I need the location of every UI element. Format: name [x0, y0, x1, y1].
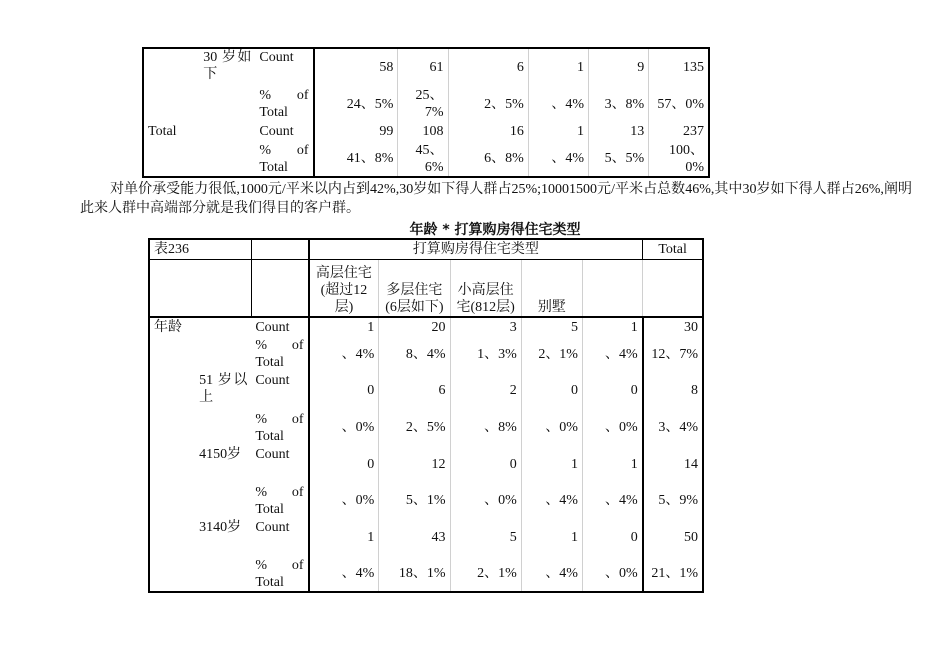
row-group-label	[143, 141, 199, 177]
cell-value: 2、1%	[521, 336, 582, 372]
cell-value: 1	[582, 317, 642, 336]
table-row	[149, 336, 703, 372]
cell-value: 6	[379, 372, 450, 409]
row-subgroup-label: 3140岁	[199, 520, 242, 535]
cell-value: 、0%	[309, 482, 379, 519]
cell-value: 5、1%	[379, 482, 450, 519]
cell-value: 2、5%	[448, 86, 528, 122]
table-row	[149, 482, 703, 519]
cell-value: 2、1%	[450, 556, 521, 592]
cell-value: 1	[528, 48, 588, 86]
cell-value: 18、1%	[379, 556, 450, 592]
cell-value: 6、8%	[448, 141, 528, 177]
cell-value: 41、8%	[314, 141, 398, 177]
row-group-label	[143, 86, 199, 122]
cell-value: 1	[521, 446, 582, 482]
stat-label: % of Total	[255, 338, 304, 370]
row-subgroup-label	[199, 122, 255, 141]
cell-total: 237	[649, 122, 709, 141]
cell-total: 21、1%	[643, 556, 703, 592]
cell-value: 、0%	[309, 409, 379, 446]
cell-total: 5、9%	[643, 482, 703, 519]
cell-value: 、4%	[528, 141, 588, 177]
column-header: 别墅	[521, 259, 582, 317]
stat-label: % of Total	[255, 557, 304, 590]
table-row	[149, 317, 703, 336]
cell-value: 9	[589, 48, 649, 86]
cell-value: 45、6%	[398, 141, 448, 177]
header-row	[149, 239, 703, 259]
stat-label: Count	[255, 373, 290, 388]
column-header: 小高层住宅(812层)	[450, 259, 521, 317]
stat-label: % of Total	[255, 411, 304, 444]
row-subgroup-label	[195, 556, 251, 592]
cell-total: 14	[643, 446, 703, 482]
table-row	[149, 446, 703, 482]
cell-value: 61	[398, 48, 448, 86]
cell-total: 57、0%	[649, 86, 709, 122]
stat-label: Count	[255, 319, 290, 335]
table-row	[149, 372, 703, 409]
header-blank	[251, 239, 308, 259]
header-blank	[251, 259, 308, 317]
cell-value: 1、3%	[450, 336, 521, 372]
cell-value: 、4%	[528, 86, 588, 122]
cell-value: 、4%	[521, 482, 582, 519]
row-group-label	[149, 372, 195, 409]
cell-value: 58	[314, 48, 398, 86]
table-row	[143, 48, 709, 86]
cell-value: 1	[521, 519, 582, 556]
cell-value: 0	[582, 372, 642, 409]
stat-label: Count	[255, 520, 290, 535]
cell-value: 5、5%	[589, 141, 649, 177]
row-subgroup-label	[199, 86, 255, 122]
table-row	[143, 122, 709, 141]
table-title: 年龄 * 打算购房得住宅类型	[409, 222, 581, 238]
row-subgroup-label	[195, 482, 251, 519]
cell-value: 、8%	[450, 409, 521, 446]
cell-value: 0	[521, 372, 582, 409]
cell-total: 12、7%	[643, 336, 703, 372]
table-row	[149, 556, 703, 592]
cell-value: 、0%	[521, 409, 582, 446]
row-subgroup-label: 51 岁以上	[199, 373, 248, 405]
row-group-label	[149, 409, 195, 446]
cell-value: 3、8%	[589, 86, 649, 122]
row-subgroup-label	[195, 336, 251, 372]
cell-value: 99	[314, 122, 398, 141]
column-header: 高层住宅(超过12层)	[309, 259, 379, 317]
table-row	[143, 141, 709, 177]
column-group-header: 打算购房得住宅类型	[309, 239, 643, 259]
row-subgroup-label: 30 岁如下	[203, 50, 252, 82]
cell-value: 25、7%	[398, 86, 448, 122]
cell-total: 8	[643, 372, 703, 409]
cell-value: 、4%	[582, 336, 642, 372]
cell-total: 100、0%	[649, 141, 709, 177]
cell-value: 12	[379, 446, 450, 482]
column-header	[582, 259, 642, 317]
cell-value: 3	[450, 317, 521, 336]
cell-total: 50	[643, 519, 703, 556]
row-group-label	[143, 48, 199, 86]
stat-label: % of Total	[255, 484, 304, 517]
cell-value: 0	[582, 519, 642, 556]
cell-value: 5	[450, 519, 521, 556]
cell-value: 、4%	[582, 482, 642, 519]
cell-value: 108	[398, 122, 448, 141]
cell-value: 20	[379, 317, 450, 336]
cell-total: 3、4%	[643, 409, 703, 446]
row-group-label	[149, 519, 195, 556]
cell-value: 、0%	[582, 556, 642, 592]
row-group-label	[149, 556, 195, 592]
cell-value: 、4%	[309, 556, 379, 592]
cell-value: 、0%	[450, 482, 521, 519]
crosstab-continued	[142, 47, 710, 178]
cell-total: 30	[643, 317, 703, 336]
row-group-label: Total	[148, 124, 177, 139]
header-blank	[149, 259, 251, 317]
cell-value: 0	[309, 446, 379, 482]
cell-value: 、4%	[521, 556, 582, 592]
table-row	[149, 519, 703, 556]
row-subgroup-label	[195, 409, 251, 446]
row-group-label	[149, 446, 195, 482]
cell-value: 0	[450, 446, 521, 482]
cell-value: 1	[528, 122, 588, 141]
cell-total: 135	[649, 48, 709, 86]
cell-value: 16	[448, 122, 528, 141]
cell-value: 1	[582, 446, 642, 482]
stat-label: Count	[259, 50, 294, 65]
table-row	[149, 409, 703, 446]
cell-value: 2	[450, 372, 521, 409]
cell-value: 8、4%	[379, 336, 450, 372]
cell-value: 0	[309, 372, 379, 409]
cell-value: 1	[309, 317, 379, 336]
table-row	[143, 86, 709, 122]
cell-value: 、4%	[309, 336, 379, 372]
row-subgroup-label	[199, 141, 255, 177]
stat-label: % of Total	[259, 142, 309, 175]
row-subgroup-label: 4150岁	[199, 447, 242, 462]
cell-value: 24、5%	[314, 86, 398, 122]
stat-label: Count	[259, 124, 294, 139]
cell-value: 、0%	[582, 409, 642, 446]
cell-value: 13	[589, 122, 649, 141]
body-paragraph: 对单价承受能力很低,1000元/平米以内占到42%,30岁如下得人群占25%;10001500元/平米占总数46%,其中30岁如下得人群占26%,阐明此来人群中高端部分就是我们得目的客户群。	[80, 182, 912, 216]
row-group-label	[149, 482, 195, 519]
cell-value: 1	[309, 519, 379, 556]
row-group-label: 年龄	[154, 319, 182, 335]
header-row	[149, 259, 703, 317]
table-label: 表236	[149, 239, 251, 259]
cell-value: 6	[448, 48, 528, 86]
total-header: Total	[643, 239, 703, 259]
stat-label: % of Total	[259, 88, 309, 120]
header-blank	[643, 259, 703, 317]
cell-value: 2、5%	[379, 409, 450, 446]
cell-value: 43	[379, 519, 450, 556]
row-group-label	[149, 336, 195, 372]
column-header: 多层住宅(6层如下)	[379, 259, 450, 317]
crosstab-age-housing-type	[148, 238, 704, 593]
stat-label: Count	[255, 447, 290, 462]
cell-value: 5	[521, 317, 582, 336]
